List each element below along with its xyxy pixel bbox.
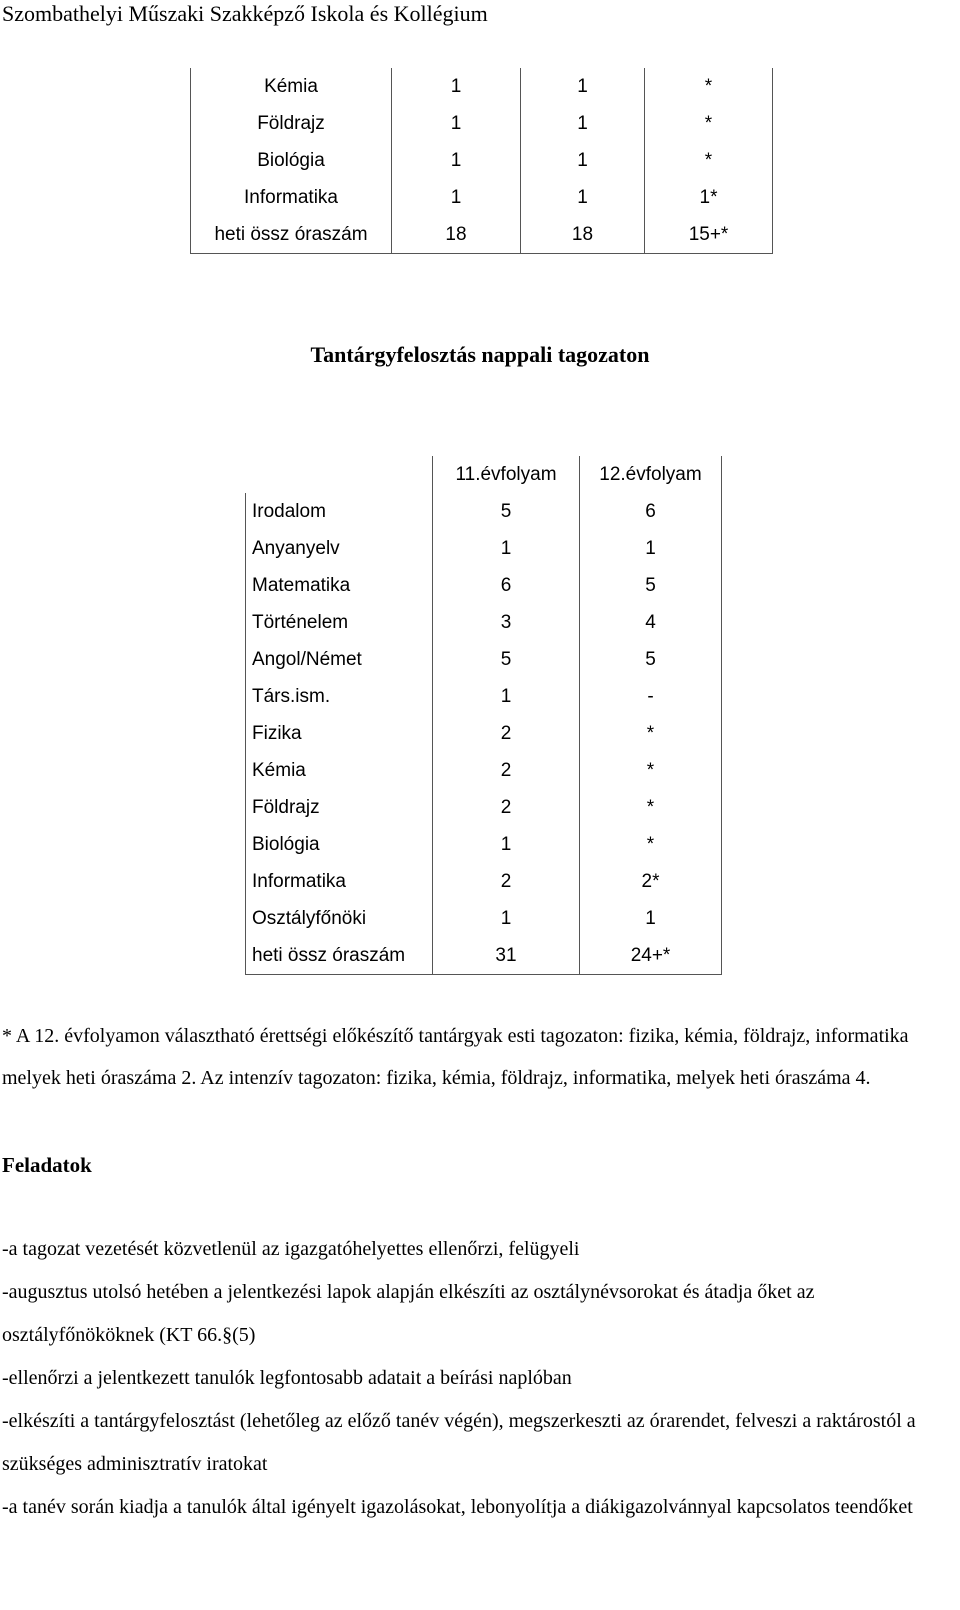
table-header-cell: 12.évfolyam: [580, 456, 722, 493]
table-cell: 1: [580, 900, 722, 937]
table-cell: Anyanyelv: [246, 530, 433, 567]
table-row: [191, 179, 773, 216]
table-row: [246, 678, 722, 715]
table-row: [246, 604, 722, 641]
table-cell: Angol/Német: [246, 641, 433, 678]
table-cell: 1: [521, 142, 645, 179]
page-header: Szombathelyi Műszaki Szakképző Iskola és Kollégium: [2, 1, 488, 26]
table-cell: 24+*: [580, 937, 722, 975]
table-cell: Irodalom: [246, 493, 433, 530]
table-row: [246, 937, 722, 975]
table-cell: 1: [521, 105, 645, 142]
table-header-cell: 11.évfolyam: [433, 456, 580, 493]
table-cell: 31: [433, 937, 580, 975]
table-row: [246, 826, 722, 863]
table-cell: 2: [433, 715, 580, 752]
task-item: -a tagozat vezetését közvetlenül az igazgatóhelyettes ellenőrzi, felügyeli: [2, 1238, 580, 1260]
task-item: -ellenőrzi a jelentkezett tanulók legfontosabb adatait a beírási naplóban: [2, 1367, 572, 1389]
table-cell: heti össz óraszám: [191, 216, 392, 254]
table-cell: 5: [580, 567, 722, 604]
table-cell: 1: [392, 68, 521, 105]
table-cell: 2: [433, 752, 580, 789]
table-row: [191, 142, 773, 179]
table-cell: 1: [392, 105, 521, 142]
table-cell: 4: [580, 604, 722, 641]
table-cell: 6: [433, 567, 580, 604]
table-row: [246, 641, 722, 678]
table-cell: 2: [433, 863, 580, 900]
table-cell: 1: [433, 826, 580, 863]
table-cell: 15+*: [645, 216, 773, 254]
table-cell: Biológia: [246, 826, 433, 863]
table-cell: Fizika: [246, 715, 433, 752]
table-row: [246, 493, 722, 530]
table-row: [246, 900, 722, 937]
section-title: Tantárgyfelosztás nappali tagozaton: [310, 342, 650, 367]
table-cell: 5: [433, 641, 580, 678]
table-cell: 1: [521, 179, 645, 216]
table-row: [246, 715, 722, 752]
table-header-row: [246, 456, 722, 493]
table-cell: Kémia: [246, 752, 433, 789]
table-cell: 1: [433, 678, 580, 715]
task-item: -elkészíti a tantárgyfelosztást (lehetőleg az előző tanév végén), megszerkeszti az órarendet, felveszi a raktárostól a szükséges adminisztratív iratokat: [2, 1410, 916, 1475]
table-day-schedule: [245, 456, 722, 975]
table-row: [246, 789, 722, 826]
table-cell: Matematika: [246, 567, 433, 604]
footnote-paragraph: * A 12. évfolyamon választható érettségi előkészítő tantárgyak esti tagozaton: fizika, kémia, földrajz, informatika melyek heti óraszáma 2. Az intenzív tagozaton: fizika, kémia, földrajz, informatika, melyek heti óraszáma 4.: [2, 1025, 909, 1089]
table-cell: *: [645, 105, 773, 142]
table-cell: Biológia: [191, 142, 392, 179]
table-row: [246, 567, 722, 604]
table-row: [191, 105, 773, 142]
table-cell: heti össz óraszám: [246, 937, 433, 975]
table-row: [246, 530, 722, 567]
table-cell: 5: [433, 493, 580, 530]
tasks-heading: Feladatok: [2, 1153, 92, 1177]
table-cell: *: [580, 826, 722, 863]
table-cell: 3: [433, 604, 580, 641]
table-cell: 2: [433, 789, 580, 826]
task-item: -a tanév során kiadja a tanulók által igényelt igazolásokat, lebonyolítja a diákigazolvánnyal kapcsolatos teendőket: [2, 1496, 913, 1518]
table-cell: Földrajz: [246, 789, 433, 826]
table-cell: Kémia: [191, 68, 392, 105]
table-row: [191, 68, 773, 105]
table-cell: 18: [392, 216, 521, 254]
table-continued-schedule: [190, 68, 773, 254]
table-cell: 2*: [580, 863, 722, 900]
table-cell: Történelem: [246, 604, 433, 641]
table-cell: 1: [580, 530, 722, 567]
table-cell: 1: [392, 179, 521, 216]
table-cell: *: [580, 715, 722, 752]
table-cell: 5: [580, 641, 722, 678]
table-cell: Informatika: [191, 179, 392, 216]
table-row: [246, 752, 722, 789]
table-header-cell: [246, 456, 433, 493]
table-cell: *: [580, 789, 722, 826]
table-cell: 1: [521, 68, 645, 105]
table-cell: 1: [433, 900, 580, 937]
table-cell: 1: [433, 530, 580, 567]
table-cell: 6: [580, 493, 722, 530]
table-cell: Földrajz: [191, 105, 392, 142]
table-cell: -: [580, 678, 722, 715]
table-cell: *: [580, 752, 722, 789]
table-cell: *: [645, 68, 773, 105]
tasks-list: [2, 1228, 947, 1529]
table-cell: *: [645, 142, 773, 179]
table-row: [191, 216, 773, 254]
table-cell: Osztályfőnöki: [246, 900, 433, 937]
table-cell: 1*: [645, 179, 773, 216]
table-cell: Társ.ism.: [246, 678, 433, 715]
task-item: -augusztus utolsó hetében a jelentkezési lapok alapján elkészíti az osztálynévsorokat és átadja őket az osztályfőnököknek (KT 66.§(5): [2, 1281, 815, 1346]
table-cell: Informatika: [246, 863, 433, 900]
table-cell: 1: [392, 142, 521, 179]
table-cell: 18: [521, 216, 645, 254]
table-row: [246, 863, 722, 900]
